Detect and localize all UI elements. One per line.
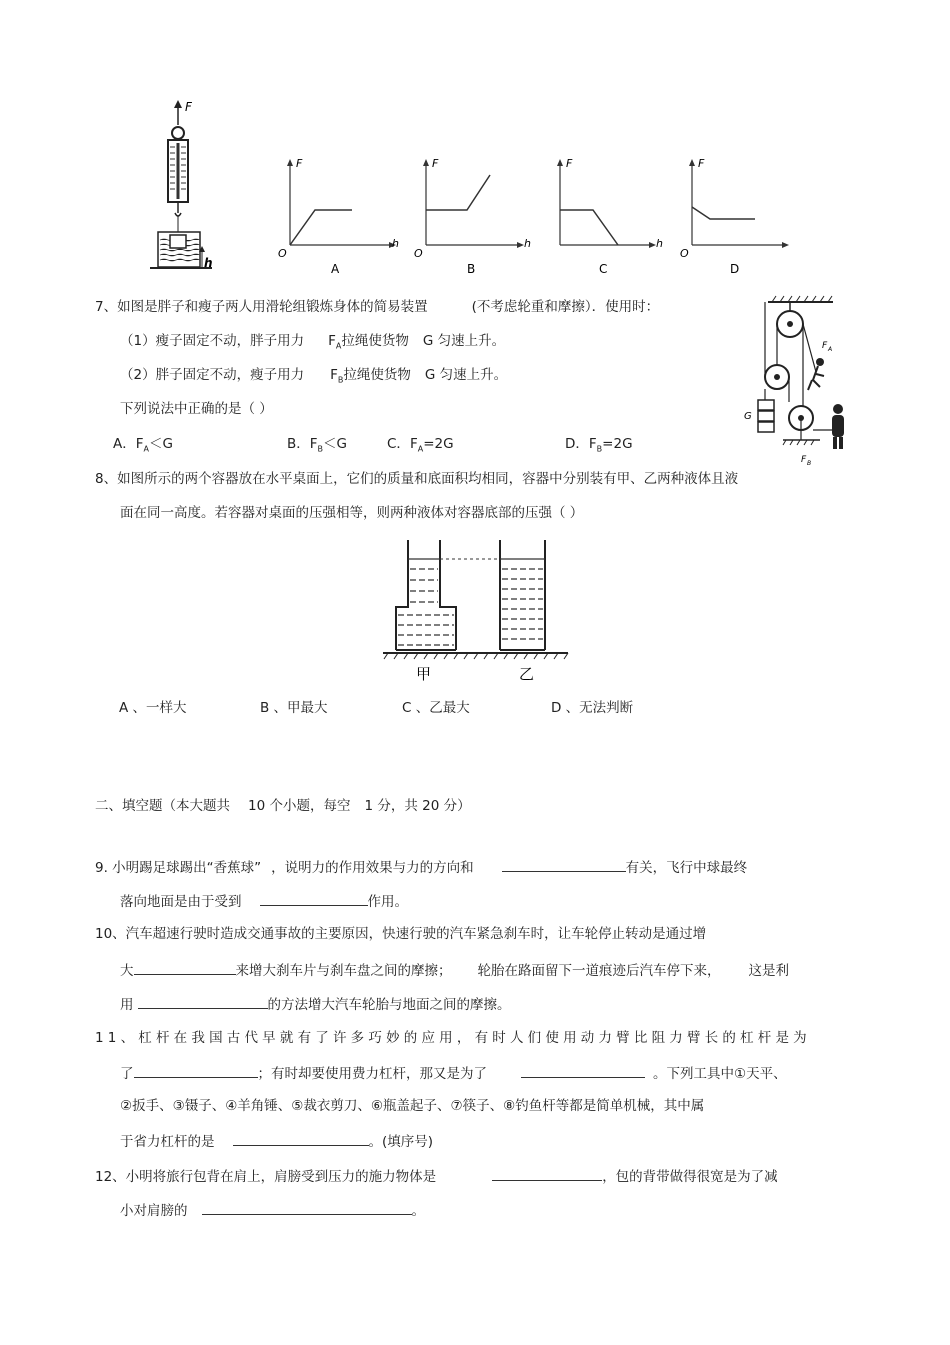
svg-text:O: O [680, 247, 689, 260]
svg-text:A: A [828, 346, 833, 353]
q11-line3: ②扳手、③镊子、④羊角锤、⑤裁衣剪刀、⑥瓶盖起子、⑦筷子、⑧钓鱼杆等都是简单机械，其中属 [120, 1098, 705, 1114]
q8-stem-line1: 8、如图所示的两个容器放在水平桌面上，它们的质量和底面积均相同，容器中分别装有甲、乙两种液体且液 [95, 471, 739, 487]
svg-text:F: F [296, 157, 303, 170]
q8-option-d: D 、无法判断 [551, 700, 634, 716]
q11-blank-3[interactable] [233, 1131, 369, 1146]
svg-text:h: h [656, 237, 663, 250]
q10-line2: 大 来增大刹车片与刹车盘之间的摩擦； 轮胎在路面留下一道痕迹后汽车停下来， 这是利 [120, 960, 789, 980]
thin-person-figure [808, 358, 824, 390]
q9-blank-2[interactable] [260, 891, 368, 906]
containers-figure [378, 535, 573, 685]
q12-blank-1[interactable] [492, 1166, 602, 1181]
q7-condition-2: （2）胖子固定不动，瘦子用力 $F_B$拉绳使货物 G 匀速上升。 [120, 367, 508, 385]
graph-a [278, 157, 399, 276]
svg-text:F: F [566, 157, 573, 170]
q8-option-c: C 、乙最大 [402, 700, 470, 716]
q12-blank-2[interactable] [202, 1200, 412, 1215]
container-yi-label: 乙 [519, 665, 535, 683]
svg-text:F: F [801, 455, 807, 465]
graph-b [414, 157, 531, 276]
svg-text:O: O [278, 247, 287, 260]
section-2-title: 二、填空题（本大题共 10 个小题，每空 1 分，共 20 分） [95, 798, 471, 814]
graph-d [680, 157, 789, 276]
graph-b-letter: B [467, 262, 476, 276]
graph-c-letter: C [599, 262, 608, 276]
q8-option-a: A 、一样大 [119, 700, 187, 716]
svg-text:F: F [432, 157, 439, 170]
q7-question: 下列说法中正确的是（ ） [120, 401, 273, 417]
q10-line3: 用 的方法增大汽车轮胎与地面之间的摩擦。 [120, 994, 511, 1014]
q10-line1: 10、汽车超速行驶时造成交通事故的主要原因，快速行驶的汽车紧急刹车时，让车轮停止转动是通过增 [95, 926, 707, 942]
q8-option-b: B 、甲最大 [260, 700, 328, 716]
q7-option-b: B．$F_B<G$ [287, 436, 347, 454]
graph-a-letter: A [331, 262, 340, 276]
q7-option-a: A．$F_A<G$ [113, 436, 173, 454]
h-label: h [204, 256, 213, 270]
q9-blank-1[interactable] [502, 857, 626, 872]
q12-line2: 小对肩膀的 。 [120, 1200, 425, 1220]
svg-text:h: h [524, 237, 531, 250]
q12-line1: 12、小明将旅行包背在肩上，肩膀受到压力的施力物体是 ，包的背带做得很宽是为了减 [95, 1166, 778, 1186]
svg-text:h: h [392, 237, 399, 250]
container-jia-label: 甲 [416, 665, 432, 683]
spring-scale-diagram [150, 100, 213, 270]
q9-line2: 落向地面是由于受到 作用。 [120, 891, 408, 911]
q9-line1: 9. 小明踢足球踢出“香蕉球” ，说明力的作用效果与力的方向和 有关，飞行中球最终 [95, 857, 747, 877]
q7-option-c: C．$F_A=2G$ [387, 436, 454, 454]
pulley-system-figure [738, 292, 848, 467]
q7-option-d: D．$F_B=2G$ [565, 436, 633, 454]
svg-text:F: F [822, 341, 828, 351]
q11-blank-1[interactable] [134, 1063, 258, 1078]
q7-stem: 7、如图是胖子和瘦子两人用滑轮组锻炼身体的简易装置 (不考虑轮重和摩擦）．使用时： [95, 299, 660, 315]
q11-line2: 了 ；有时却要使用费力杠杆，那又是为了 。下列工具中①天平、 [120, 1063, 787, 1083]
q7-condition-1: （1）瘦子固定不动，胖子用力 $F_A$拉绳使货物 G 匀速上升。 [120, 333, 506, 351]
graph-c [557, 157, 663, 276]
q6-figure [140, 95, 800, 280]
q11-blank-2[interactable] [521, 1063, 645, 1078]
fat-person-figure [832, 404, 844, 449]
q11-line4: 于省力杠杆的是 。(填序号) [120, 1131, 433, 1151]
svg-text:F: F [698, 157, 705, 170]
weight-g-label: G [744, 411, 752, 422]
q10-blank-2[interactable] [138, 994, 268, 1009]
force-label: F [185, 100, 192, 114]
q10-blank-1[interactable] [134, 960, 236, 975]
q8-stem-line2: 面在同一高度。若容器对桌面的压强相等，则两种液体对容器底部的压强（ ） [120, 505, 584, 521]
q11-line1: 11、杠杆在我国古代早就有了许多巧妙的应用，有时人们使用动力臂比阻力臂长的杠杆是为 [95, 1030, 811, 1046]
graph-d-letter: D [730, 262, 740, 276]
svg-text:B: B [807, 460, 812, 467]
svg-text:O: O [414, 247, 423, 260]
